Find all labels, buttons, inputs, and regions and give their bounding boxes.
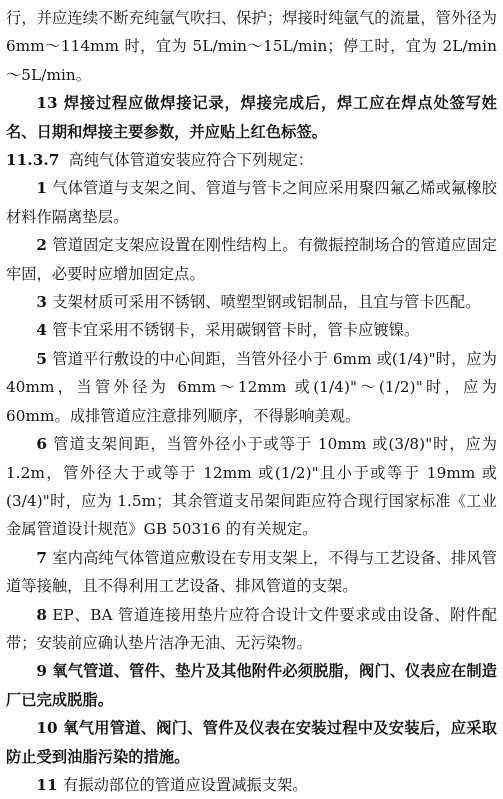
section-title: 高纯气体管道安装应符合下列规定： [68,151,314,170]
paragraph-text: 有振动部位的管道应设置减振支架。 [63,775,308,794]
paragraph-text: 室内高纯气体管道应敷设在专用支架上，不得与工艺设备、排风管道等接触，且不得利用工艺设备、排风管道的支架。 [6,548,497,596]
paragraph-item-1 [6,174,497,231]
paragraph-item-6 [6,430,497,544]
item-number: 4 [36,321,48,340]
paragraph-item-11 [6,771,497,799]
paragraph-item-13 [6,89,497,146]
item-number: 7 [36,548,48,567]
paragraph-item-9 [6,657,497,714]
item-number: 3 [36,293,48,312]
paragraph-item-4 [6,316,497,344]
paragraph-text: 氧气用管道、阀门、管件及仪表在安装过程中及安装后，应采取防止受到油脂污染的措施。 [6,719,497,766]
item-number: 11 [36,775,58,794]
item-number: 6 [36,435,48,454]
paragraph-text: 支架材质可采用不锈钢、喷塑型钢或铝制品，且宜与管卡匹配。 [52,293,481,312]
item-number: 8 [36,605,48,624]
paragraph-item-8 [6,601,497,658]
item-number: 1 [36,179,48,198]
paragraph-text: 气体管道与支架之间、管道与管卡之间应采用聚四氟乙烯或氟橡胶材料作隔离垫层。 [6,179,497,226]
paragraph-continuation [6,4,497,89]
paragraph-item-10 [6,714,497,771]
item-number: 13 [36,94,58,113]
paragraph-text: 管道固定支架应设置在刚性结构上。有微振控制场合的管道应固定牢固，必要时应增加固定点。 [6,236,497,283]
paragraph-text: 管道平行敷设的中心间距，当管外径小于 6mm 或(1/4)"时，应为 40mm，当管外径为 6mm～12mm 或(1/4)"～(1/2)"时，应为 60mm。成排管道应注意排列顺序，不得影响美观。 [6,349,497,425]
paragraph-text: 焊接过程应做焊接记录，焊接完成后，焊工应在焊点处签写姓名、日期和焊接主要参数，并应贴上红色标签。 [6,94,497,141]
paragraph-text: 行，并应连续不断充纯氩气吹扫、保护；焊接时纯氩气的流量，管外径为 6mm～114mm 时，宜为 5L/min～15L/min；停工时，宜为 2L/min～5L/min。 [6,9,497,84]
paragraph-item-2 [6,231,497,288]
paragraph-text: 管道支架间距，当管外径小于或等于 10mm 或(3/8)"时，应为 1.2m，管外径大于或等于 12mm 或(1/2)"且小于或等于 19mm 或(3/4)"时，应为 1.5m；其余管道支吊架间距应符合现行国家标准《工业金属管道设计规范》GB 50316 的有关规定。 [6,435,497,539]
paragraph-text: EP、BA 管道连接用垫片应符合设计文件要求或由设备、附件配带；安装前应确认垫片洁净无油、无污染物。 [6,605,497,652]
paragraph-item-5 [6,345,497,430]
item-number: 10 [36,719,58,738]
item-number: 5 [36,349,48,368]
paragraph-item-3 [6,288,497,316]
section-heading-11-3-7 [6,146,497,174]
paragraph-item-7 [6,544,497,601]
section-number: 11.3.7 [6,151,60,170]
paragraph-text: 氧气管道、管件、垫片及其他附件必须脱脂，阀门、仪表应在制造厂已完成脱脂。 [6,662,497,709]
item-number: 9 [36,662,48,681]
paragraph-text: 管卡宜采用不锈钢卡，采用碳钢管卡时，管卡应镀镍。 [52,321,420,340]
item-number: 2 [36,236,48,255]
